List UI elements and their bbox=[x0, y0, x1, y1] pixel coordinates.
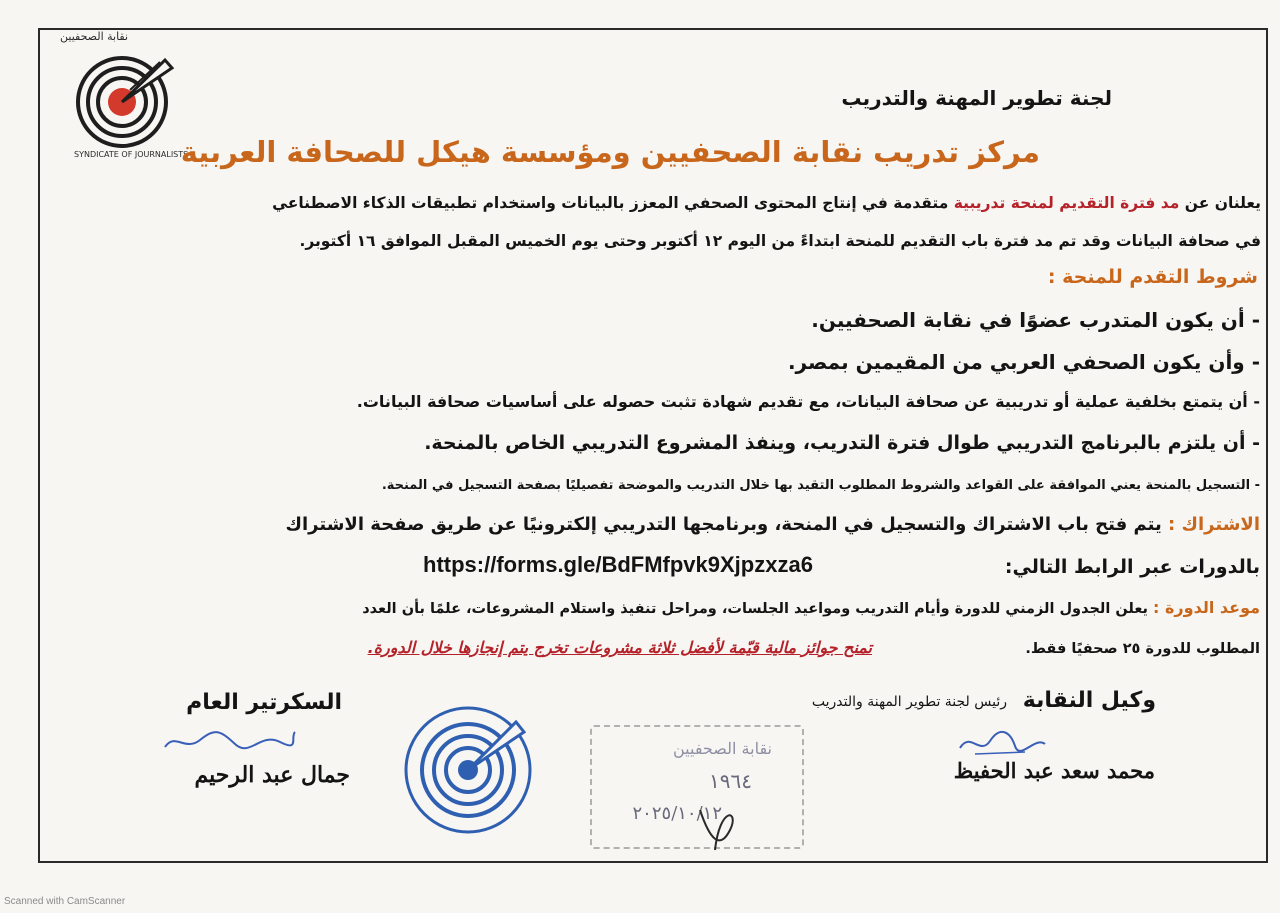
intro-rest: متقدمة في إنتاج المحتوى الصحفي المعزز بالبيانات واستخدام تطبيقات الذكاء الاصطناعي bbox=[272, 194, 949, 212]
condition-item: - أن يلتزم بالبرنامج التدريبي طوال فترة التدريب، وينفذ المشروع التدريبي الخاص بالمنحة. bbox=[424, 432, 1260, 454]
deputy-signature bbox=[955, 726, 1050, 761]
subscription-text: يتم فتح باب الاشتراك والتسجيل في المنحة، وبرنامجها التدريبي إلكترونيًا عن طريق صفحة الاشتراك bbox=[285, 514, 1162, 535]
intro-highlight: مد فترة التقديم لمنحة تدريبية bbox=[953, 194, 1180, 212]
syndicate-logo-top bbox=[60, 40, 190, 160]
deputy-name: محمد سعد عبد الحفيظ bbox=[953, 758, 1155, 783]
course-date-text: يعلن الجدول الزمني للدورة وأيام التدريب ومواعيد الجلسات، ومراحل تنفيذ واستلام المشروعات، علمًا بأن العدد bbox=[362, 601, 1148, 617]
stamp-signature bbox=[690, 800, 750, 860]
subscription-label: الاشتراك : bbox=[1168, 514, 1260, 535]
course-date-line-1 bbox=[362, 598, 1260, 617]
camscanner-watermark: Scanned with CamScanner bbox=[4, 896, 126, 907]
stamp-line-1: نقابة الصحفيين bbox=[673, 739, 772, 758]
intro-line-1 bbox=[272, 194, 1261, 212]
document-title: مركز تدريب نقابة الصحفيين ومؤسسة هيكل للصحافة العربية bbox=[180, 135, 1040, 169]
stamp-date: ٢٠٢٥/١٠/١٢ bbox=[632, 803, 722, 824]
condition-item: - أن يكون المتدرب عضوًا في نقابة الصحفيين. bbox=[811, 308, 1260, 332]
logo-text-bottom: SYNDICATE OF JOURNALISTS bbox=[74, 150, 189, 159]
course-date-line-2: المطلوب للدورة ٢٥ صحفيًا فقط. bbox=[1025, 641, 1260, 657]
secretary-signature bbox=[160, 722, 300, 762]
condition-item: - أن يتمتع بخلفية عملية أو تدريبية عن صحافة البيانات، مع تقديم شهادة تثبت حصوله على أساسيات صحافة البيانات. bbox=[356, 392, 1260, 411]
intro-prefix: يعلنان عن bbox=[1184, 194, 1261, 212]
deputy-title: وكيل النقابة bbox=[1022, 688, 1156, 713]
secretary-title: السكرتير العام bbox=[186, 690, 342, 715]
logo-text-top: نقابة الصحفيين bbox=[60, 30, 129, 43]
stamp-number: ١٩٦٤ bbox=[709, 769, 752, 793]
prize-note: تمنح جوائز مالية قيّمة لأفضل ثلاثة مشروعات تخرج يتم إنجازها خلال الدورة. bbox=[367, 638, 872, 657]
committee-heading: لجنة تطوير المهنة والتدريب bbox=[841, 86, 1112, 110]
condition-item: - التسجيل بالمنحة يعني الموافقة على القواعد والشروط المطلوب التقيد بها خلال التدريب والموضحة تفصيليًا بصفحة التسجيل في المنحة. bbox=[381, 478, 1260, 493]
deputy-subtitle: رئيس لجنة تطوير المهنة والتدريب bbox=[811, 694, 1007, 710]
intro-line-2: في صحافة البيانات وقد تم مد فترة باب التقديم للمنحة ابتداءً من اليوم ١٢ أكتوبر وحتى يوم الخميس المقبل الموافق ١٦ أكتوبر. bbox=[299, 232, 1261, 250]
secretary-name: جمال عبد الرحيم bbox=[194, 762, 350, 788]
syndicate-seal-bottom bbox=[388, 692, 548, 842]
registration-link[interactable]: https://forms.gle/BdFMfpvk9Xjpzxza6 bbox=[423, 552, 813, 577]
condition-item: - وأن يكون الصحفي العربي من المقيمين بمصر. bbox=[787, 350, 1260, 374]
subscription-line-1 bbox=[286, 514, 1260, 535]
subscription-line-2: بالدورات عبر الرابط التالي: bbox=[1004, 556, 1260, 578]
conditions-heading: شروط التقدم للمنحة : bbox=[1047, 266, 1258, 288]
course-date-label: موعد الدورة : bbox=[1153, 598, 1260, 617]
